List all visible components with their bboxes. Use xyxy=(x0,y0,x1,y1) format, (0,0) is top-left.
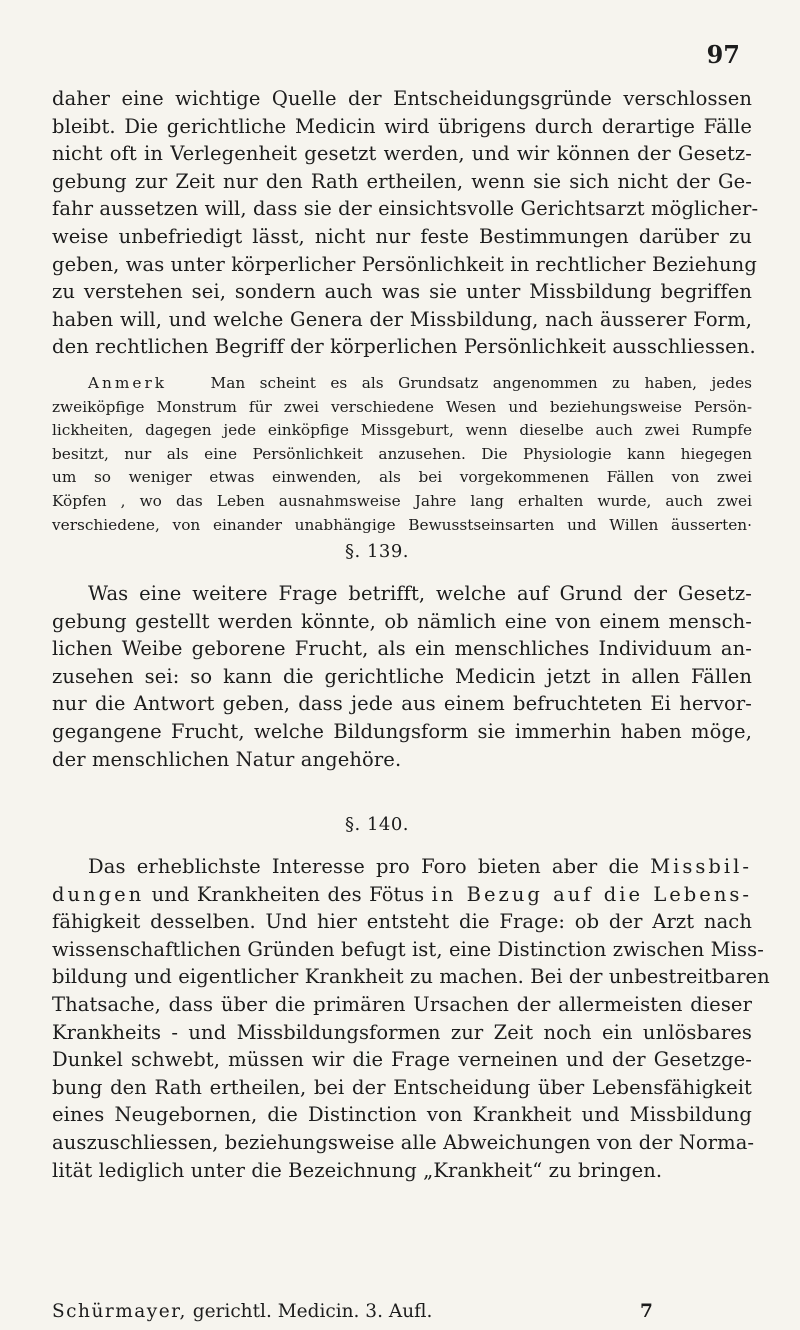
text-fragment: Das erheblichste Interesse pro Foro bieten aber die xyxy=(88,855,640,878)
note-line: lickheiten, dagegen jede einköpfige Missgeburt, wenn dieselbe auch zwei Rumpfe xyxy=(52,421,752,440)
annotation-note xyxy=(52,372,752,537)
text-line: der menschlichen Natur angehöre. xyxy=(52,747,402,771)
emphasized-text: dungen xyxy=(52,882,145,906)
text-line: nicht oft in Verlegenheit gesetzt werden, und wir können der Gesetz- xyxy=(52,142,752,166)
text-line: gebung zur Zeit nur den Rath ertheilen, wenn sie sich nicht der Ge- xyxy=(52,169,752,193)
text-line: zu verstehen sei, sondern auch was sie unter Missbildung begriffen xyxy=(52,280,752,304)
text-line: Dunkel schwebt, müssen wir die Frage verneinen und der Gesetzge- xyxy=(52,1048,752,1072)
text-line: bung den Rath ertheilen, bei der Entscheidung über Lebensfähigkeit xyxy=(52,1075,752,1099)
text-line: zusehen sei: so kann die gerichtliche Medicin jetzt in allen Fällen xyxy=(52,664,752,688)
text-line: Thatsache, dass über die primären Ursachen der allermeisten dieser xyxy=(52,992,752,1016)
text-line: Was eine weitere Frage betrifft, welche auf Grund der Gesetz- xyxy=(88,582,752,605)
paragraph-continuation xyxy=(52,85,759,361)
footer-title: gerichtl. Medicin. 3. Aufl. xyxy=(192,1301,433,1322)
text-line: auszuschliessen, beziehungsweise alle Abweichungen von der Norma- xyxy=(52,1130,755,1154)
note-line: verschiedene, von einander unabhängige Bewusstseinsarten und Willen äusserten· xyxy=(52,515,752,534)
text-line: gegangene Frucht, welche Bildungsform sie immerhin haben möge, xyxy=(52,719,752,743)
text-line: fähigkeit desselben. Und hier entsteht die Frage: ob der Arzt nach xyxy=(52,910,752,934)
text-line: haben will, und welche Genera der Missbildung, nach äusserer Form, xyxy=(52,307,752,331)
text-line: lität lediglich unter die Bezeichnung „Krankheit“ zu bringen. xyxy=(52,1158,663,1182)
page-number: 97 xyxy=(706,40,740,69)
text-line: gebung gestellt werden könnte, ob nämlich eine von einem mensch- xyxy=(52,609,752,633)
sheet-number: 7 xyxy=(640,1301,653,1322)
text-line: fahr aussetzen will, dass sie der einsichtsvolle Gerichtsarzt möglicher- xyxy=(52,197,759,221)
note-label: Anmerk xyxy=(88,374,168,392)
text-line: weise unbefriedigt lässt, nicht nur feste Bestimmungen darüber zu xyxy=(52,224,752,248)
section-heading-140: §. 140. xyxy=(345,814,410,835)
text-line: eines Neugebornen, die Distinction von Krankheit und Missbildung xyxy=(52,1103,752,1127)
footer-author: Schürmayer, xyxy=(52,1301,187,1322)
text-line: bildung und eigentlicher Krankheit zu machen. Bei der unbestreitbaren xyxy=(52,965,770,989)
text-line: wissenschaftlichen Gründen befugt ist, eine Distinction zwischen Miss- xyxy=(52,937,764,961)
section-139-text xyxy=(52,580,752,773)
note-line: um so weniger etwas einwenden, als bei vorgekommenen Fällen von zwei xyxy=(52,468,752,487)
text-line: nur die Antwort geben, dass jede aus einem befruchteten Ei hervor- xyxy=(52,692,752,716)
text-fragment: und Krankheiten des Fötus xyxy=(151,882,425,906)
text-line: geben, was unter körperlicher Persönlichkeit in rechtlicher Beziehung xyxy=(52,252,757,276)
note-text: Man scheint es als Grundsatz angenommen zu haben, jedes xyxy=(210,374,752,392)
text-line: daher eine wichtige Quelle der Entscheidungsgründe verschlossen xyxy=(52,87,752,110)
text-line: den rechtlichen Begriff der körperlichen Persönlichkeit ausschliessen. xyxy=(52,335,756,359)
page-footer xyxy=(52,1301,653,1322)
section-heading-139: §. 139. xyxy=(345,541,410,562)
note-first-line xyxy=(52,372,752,396)
emphasized-text: Missbil- xyxy=(650,855,752,878)
section-140-text xyxy=(52,853,770,1184)
emphasized-text: in Bezug auf die Lebens- xyxy=(431,882,752,906)
text-line: lichen Weibe geborene Frucht, als ein menschliches Individuum an- xyxy=(52,637,752,661)
note-line: Köpfen , wo das Leben ausnahmsweise Jahre lang erhalten wurde, auch zwei xyxy=(52,491,752,510)
text-line xyxy=(52,853,752,881)
note-line: besitzt, nur als eine Persönlichkeit anzusehen. Die Physiologie kann hiegegen xyxy=(52,444,752,463)
note-line: zweiköpfige Monstrum für zwei verschiedene Wesen und beziehungsweise Persön- xyxy=(52,397,752,416)
text-line: Krankheits - und Missbildungsformen zur Zeit noch ein unlösbares xyxy=(52,1020,752,1044)
text-line xyxy=(52,881,752,909)
text-line: bleibt. Die gerichtliche Medicin wird übrigens durch derartige Fälle xyxy=(52,114,752,138)
